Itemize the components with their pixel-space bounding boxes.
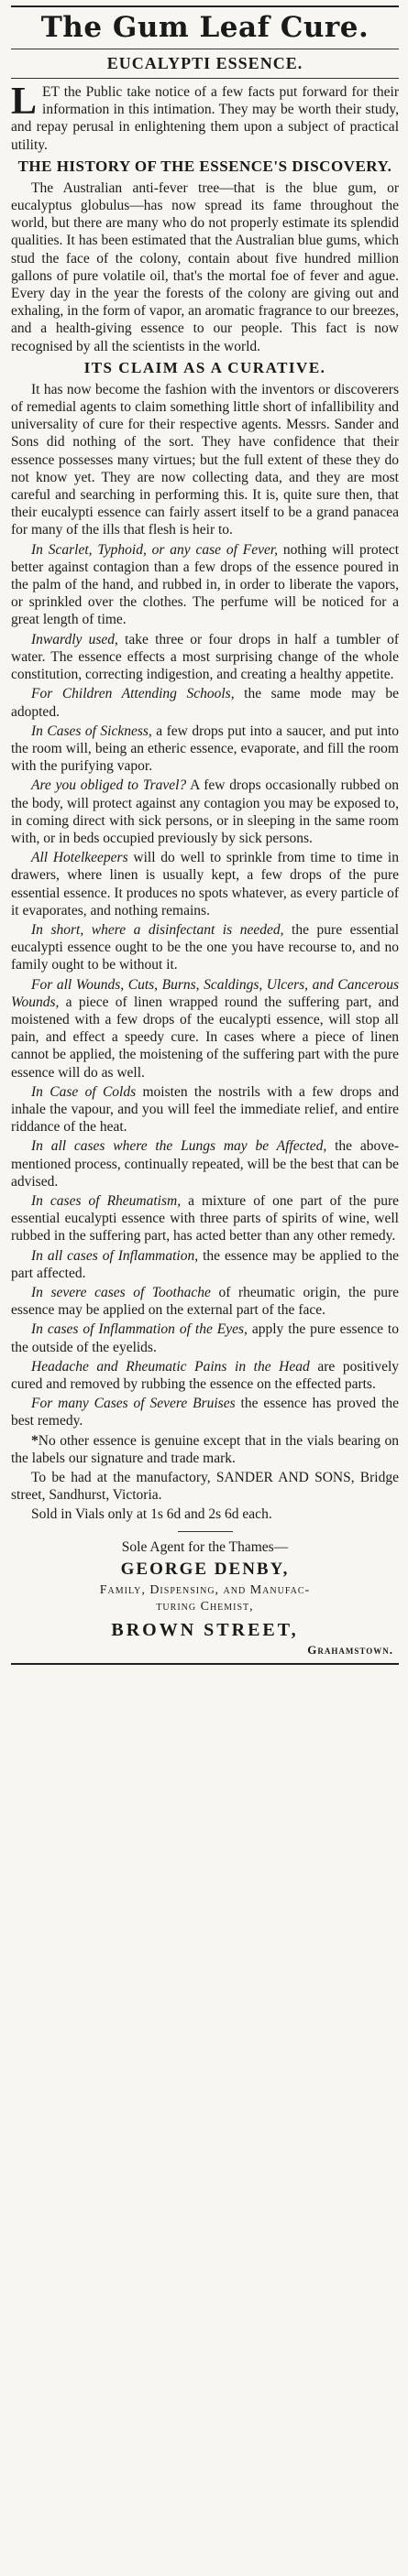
agent-street: BROWN STREET, — [111, 1619, 299, 1640]
use-lead: All Hotelkeepers — [31, 850, 128, 866]
use-paragraph — [11, 1247, 399, 1282]
agent-intro: Sole Agent for the Thames— — [121, 1538, 289, 1555]
intro-paragraph — [11, 83, 399, 154]
agent-name: GEORGE DENBY, — [120, 1559, 290, 1579]
use-paragraph — [11, 777, 399, 847]
use-text: the pure essential eucalypti essence ought to be the one you have recourse to, and no family ought to be without it. — [11, 921, 400, 973]
drop-cap: L — [11, 81, 38, 123]
use-paragraph — [11, 631, 399, 684]
use-text: the essence has proved the best remedy. — [11, 1396, 399, 1429]
use-lead: Headache and Rheumatic Pains in the Head — [31, 1358, 310, 1375]
use-paragraph — [11, 921, 399, 974]
notice-text: No other essence is genuine except that in the vials bearing on the labels our signature and trade mark. — [11, 1432, 399, 1466]
notice-star: * — [31, 1432, 39, 1449]
use-lead: In all cases where the Lungs may be Affected, — [31, 1138, 327, 1155]
use-paragraph — [11, 1137, 399, 1190]
use-text: apply the pure essence to the outside of the eyelids. — [11, 1321, 399, 1355]
price-paragraph: Sold in Vials only at 1s 6d and 2s 6d each. — [31, 1506, 272, 1523]
agent-rule — [178, 1531, 233, 1532]
agent-role-line1: Family, Dispensing, and Manufac- — [99, 1582, 311, 1597]
use-paragraph — [11, 1321, 399, 1355]
claim-paragraph: It has now become the fashion with the inventors or discoverers of remedial agents to claim something little short of infallibility and universality of cure for their respective agents. Messrs. Sander and Sons did nothing of the sort. They have confidence that their essence possesses many virtues; but the full extent of these they do not know yet. They are now collecting data, and they are most careful and searching in performing this. It is, quite sure then, that their eucalypti essence can fairly assert itself to be a grand panacea for many of the ills that flesh is heir to. — [11, 381, 399, 538]
use-text: the essence may be applied to the part affected. — [11, 1247, 399, 1281]
use-paragraph — [11, 1358, 399, 1393]
use-lead: In Case of Colds — [31, 1083, 137, 1100]
use-paragraph — [11, 541, 399, 629]
use-lead: In Cases of Sickness, — [31, 723, 152, 739]
use-text: nothing will protect better against contagion than a few drops of the essence poured in the palm of the hand, and rubbed in, in order to liberate the vapors, or sprinkled over the clothes. The perfume will be noticed for a great length of time. — [11, 541, 400, 628]
use-lead: In cases of Inflammation of the Eyes, — [31, 1321, 248, 1338]
use-lead: In cases of Rheumatism, — [31, 1192, 182, 1209]
use-paragraph — [11, 1083, 399, 1136]
use-text: the above-mentioned process, continually repeated, will be the best that can be advised. — [11, 1138, 399, 1190]
use-text: a few drops put into a saucer, and put into the room will, being an etheric essence, evaporate, and fill the room with the purifying vapor. — [11, 723, 400, 775]
use-text: of rheumatic origin, the pure essence may be applied on the external part of the face. — [11, 1285, 400, 1319]
subtitle: EUCALYPTI ESSENCE. — [106, 54, 303, 72]
headline: The Gum Leaf Cure. — [40, 11, 369, 44]
notice-paragraph — [11, 1432, 399, 1467]
agent-role-line2: turing Chemist, — [156, 1599, 254, 1614]
uses-list — [11, 541, 399, 1430]
use-paragraph — [11, 976, 399, 1081]
use-lead: Inwardly used, — [31, 631, 118, 647]
intro-text: ET the Public take notice of a few facts put forward for their information in this intimation. They may be worth their study, and repay perusal in enlightening them upon a subject of practical utility. — [11, 84, 399, 153]
manufactory-paragraph: To be had at the manufactory, SANDER AND SONS, Bridge street, Sandhurst, Victoria. — [11, 1470, 399, 1504]
use-lead: Are you obliged to Travel? — [31, 777, 187, 794]
bottom-rule — [11, 1663, 399, 1665]
history-title: THE HISTORY OF THE ESSENCE'S DISCOVERY. — [17, 157, 392, 175]
use-lead: For all Wounds, Cuts, Burns, Scaldings, Ulcers, and Cancerous Wounds, — [11, 976, 399, 1010]
top-rule — [11, 5, 399, 7]
use-lead: In severe cases of Toothache — [31, 1285, 211, 1300]
use-lead: In Scarlet, Typhoid, or any case of Fever, — [31, 541, 279, 558]
use-paragraph — [11, 1395, 399, 1429]
use-text: are positively cured and removed by rubbing the essence on the effected parts. — [11, 1358, 400, 1393]
agent-town: Grahamstown. — [307, 1642, 393, 1657]
use-text: the same mode may be adopted. — [11, 686, 399, 720]
use-paragraph — [11, 849, 399, 919]
use-lead: In short, where a disinfectant is needed, — [31, 921, 284, 938]
history-paragraph: The Australian anti-fever tree—that is the blue gum, or eucalyptus globulus—has now spread its fame throughout the world, but there are many who do not properly estimate its splendid qualities. It has been estimated that the Australian blue gums, which stud the face of the colony, contain about five hundred million gallons of pure volatile oil, that's the mortal foe of fever and ague. Every day in the year the forests of the colony are giving out and exhaling, in the form of vapor, an aromatic fragrance to our breezes, and a health-giving essence to our people. This fact is now recognised by all the scientists in the world. — [11, 179, 399, 354]
use-paragraph — [11, 685, 399, 720]
use-text: A few drops occasionally rubbed on the body, will protect against any contagion you may be exposed to, in coming direct with sick persons, or in sleeping in the same room with, or in beds occupied previously by sick persons. — [11, 777, 399, 846]
use-paragraph — [11, 723, 399, 776]
use-paragraph — [11, 1192, 399, 1245]
use-paragraph — [11, 1284, 399, 1319]
use-text: will do well to sprinkle from time to time in drawers, where linen is usually kept, a few drops of the pure essential essence. It produces no spots whatever, as every particle of it evaporates, and nothing remains. — [11, 850, 399, 918]
use-lead: In all cases of Inflammation, — [31, 1247, 199, 1264]
use-text: a mixture of one part of the pure essential eucalypti essence with three parts of spirits of wine, well rubbed in the suffering part, has acted better than any other remedy. — [11, 1192, 400, 1245]
use-text: a piece of linen wrapped round the suffering part, and moistened with a few drops of the eucalypti essence, will stop all pain, and effect a speedy cure. In cases where a piece of linen cannot be applied, the moistening of the suffering part with the pure essence will do as well. — [11, 994, 400, 1081]
use-lead: For many Cases of Severe Bruises — [31, 1396, 236, 1412]
subtitle-rule — [11, 78, 399, 79]
use-text: moisten the nostrils with a few drops and inhale the vapour, and you will feel the immediate relief, and entire riddance of the heat. — [11, 1083, 400, 1136]
use-text: take three or four drops in half a tumbler of water. The essence effects a most surprising change of the whole constitution, correcting indigestion, and creating a healthy appetite. — [11, 631, 399, 683]
use-lead: For Children Attending Schools, — [31, 686, 235, 702]
claim-title: ITS CLAIM AS A CURATIVE. — [83, 358, 326, 376]
